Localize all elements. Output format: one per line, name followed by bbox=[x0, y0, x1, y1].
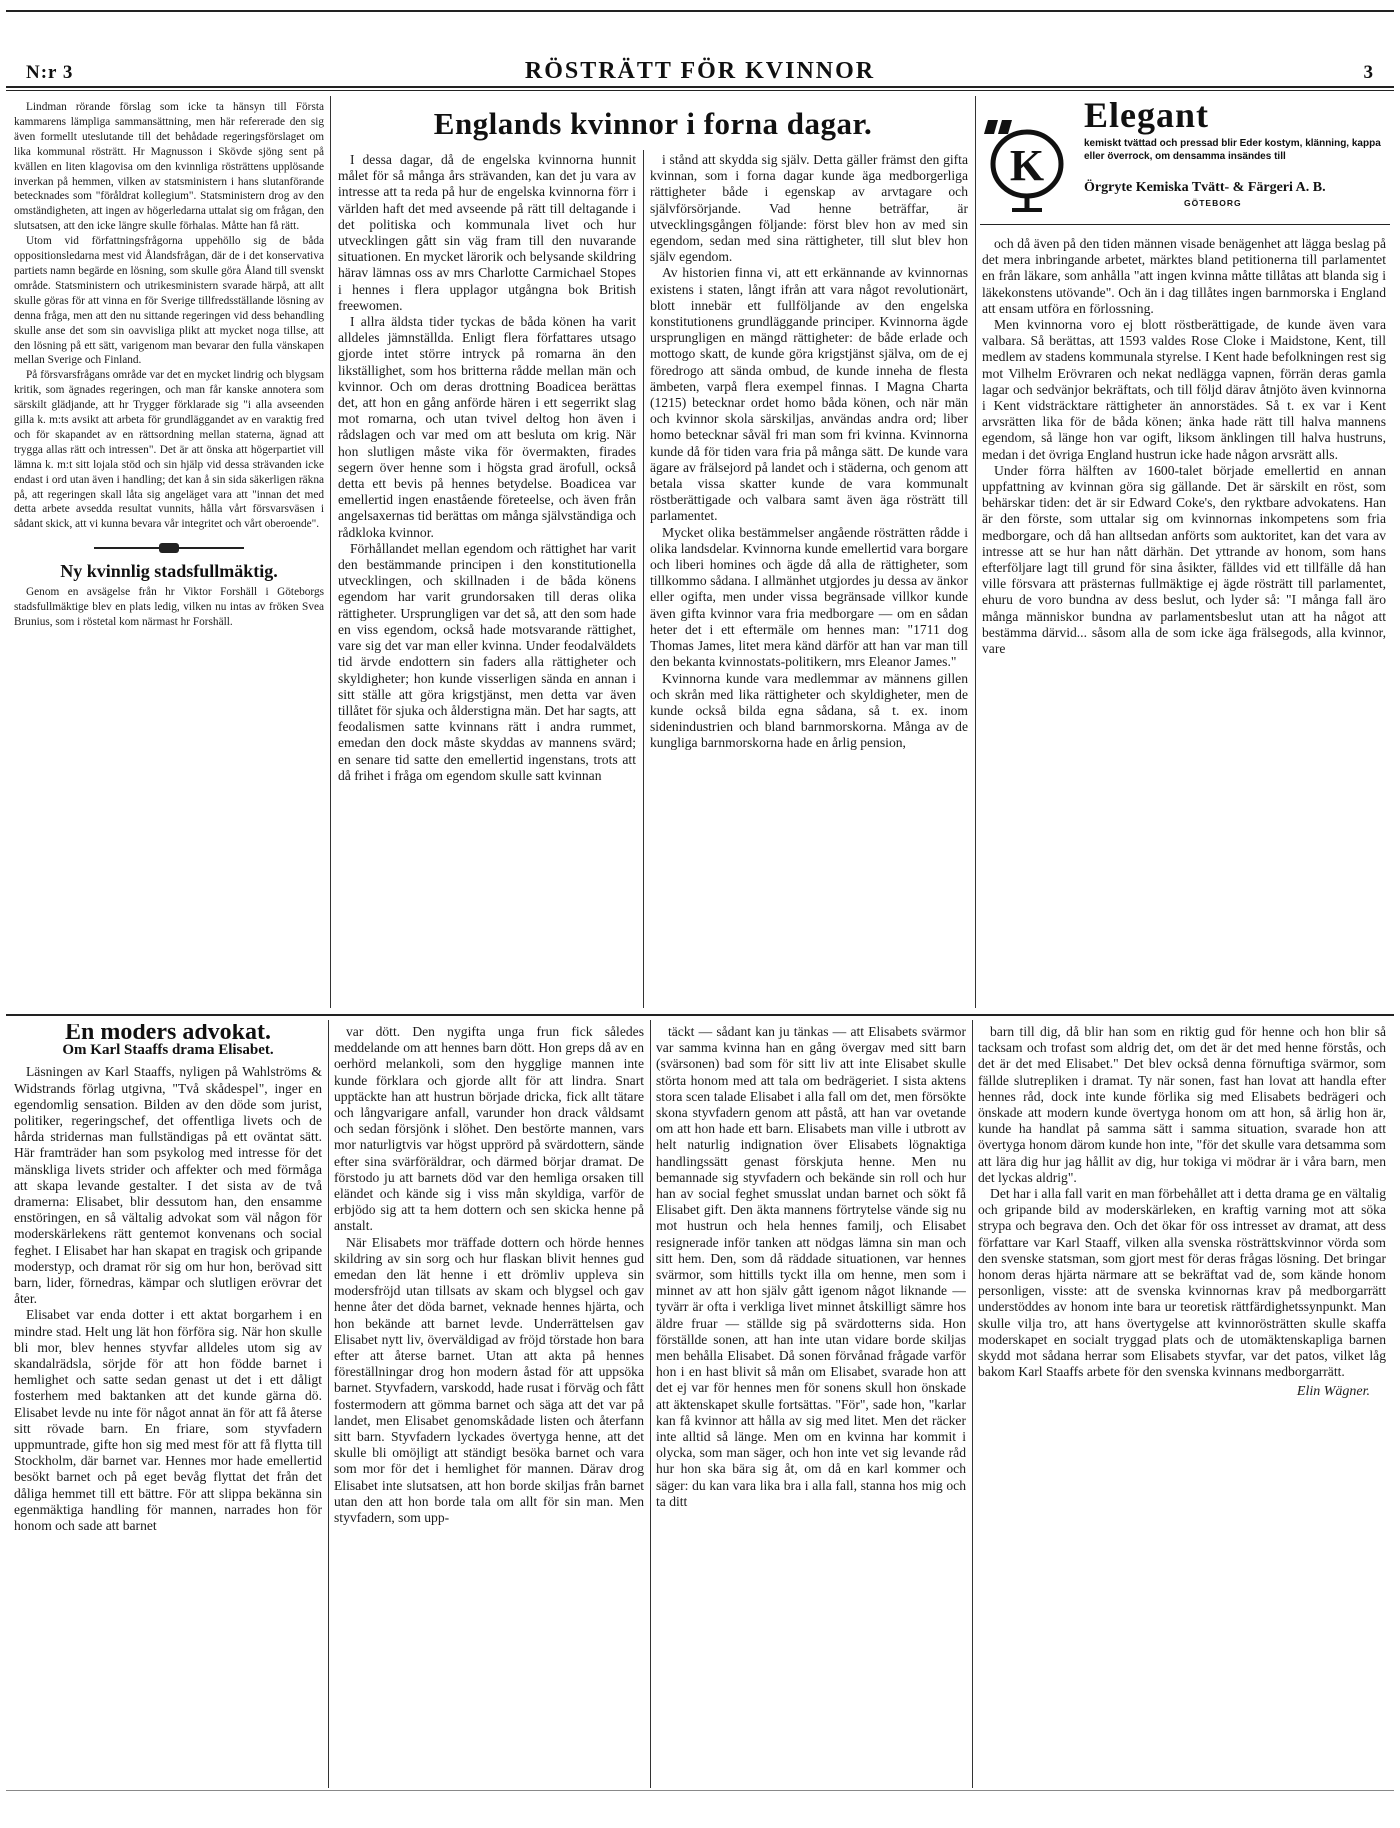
newspaper-title: RÖSTRÄTT FÖR KVINNOR bbox=[524, 58, 876, 84]
column-rule bbox=[330, 96, 331, 1008]
column-rule bbox=[328, 1020, 329, 1788]
paragraph: Läsningen av Karl Staaffs, nyligen på Wahlströms & Widstrands förlag utgivna, "Två skådespel", inger en egendomlig sensation. Bilden av den döde som jurist, politiker, regeringschef, det offentliga livets och de hårda stridernas man fullständigas på ett oväntat sätt. Här framträder han som psykolog med intresse för det mänskliga livets strider och affekter och med förmåga att skapa levande gestalter. I det sista av de två dramerna: Elisabet, blir dessutom han, den ensamme enstöringen, en så vältalig advokat som väl någon för moderskärlekens rätt gentemot konvenans och social feghet. I Elisabet har han skapat en tragisk och gripande moderstyp, och dramat rör sig om hur hon, berövad sitt barn, lider, förnedras, kämpar och slutligen erövrar det åter. bbox=[14, 1064, 322, 1307]
column-rule bbox=[972, 1020, 973, 1788]
paragraph: Av historien finna vi, att ett erkännande av kvinnornas existens i staten, långt ifrån att vara något revolutionärt, blott innebär ett fullföljande av den engelska konstitutionens grundläggande principer. Kvinnorna ägde ursprungligen en mängd rättigheter: de både erlade och mottogo skatt, de kunde göra krigstjänst själva, om de ej föredrogo att sända ombud, de kunde inneha de flesta ämbeten, varpå flera exempel finnas. I Magna Charta (1215) betecknar ordet homo båda könen, och när män och kvinnor skola särskiljas, användas andra ord; liber homo betecknar såväl fri man som fri kvinna. Kvinnorna kunde då för tiden vara fria på många sätt. De kunde vara ägare av frälsejord på landet och i städerna, och genom att betala vissa skatter kunde de vara kommunalt röstberättigade och valbara samt även äga rösträtt till parlamentet. bbox=[650, 265, 968, 524]
paragraph: När Elisabets mor träffade dottern och hörde hennes skildring av sin sorg och hur flaskan blivit hennes gud emedan den lät henne i ett drömliv uppleva sin modersfröjd utan tillsats av skam och blygsel och gav henne åter det döda barnet, veknade hennes hjärta, och hon bekände att barnet levde. Underrättelsen gav Elisabet nytt liv, överväldigad av fröjd törstade hon bara efter att återse barnet. Utan att akta på hennes föreställningar drog hon modern åstad för att uppsöka barnet. Styvfadern, varskodd, hade rusat i förväg och fått fostermodern att gömma barnet och säga att det var på landet, men Elisabet genomskådade listen och återfann sitt barn. Styvfadern lyckades övertyga henne, att det skulle bli omöjligt att ständigt besöka barnet och vara som mor för det i hemlighet för mannen. Därav drog Elisabet inte slutsatsen, att hon borde skiljas från barnet utan den att hon borde tala om allt för sin man. Men styvfadern, som upp- bbox=[334, 1234, 644, 1526]
paragraph: Elisabet var enda dotter i ett aktat borgarhem i en mindre stad. Helt ung lät hon förföra sig. När hon skulle bli mor, blev hennes styvfar alldeles utom sig av skandalrädsla, sörjde för att hon födde barnet i hemlighet och satte sedan genast ut det i ett dåligt fosterhem med baktanken att det kunde gärna dö. Elisabet levde nu inte för något annat än för att få återse sitt rövade barn. En friare, som styvfadern uppmuntrade, gifte hon sig med mest för att få flytta till Stockholm, där barnet var. Hennes mor hade emellertid besökt barnet och på eget bevåg flyttat det från det dåliga hemmet till ett bättre. För att slippa bekänna sin egenmäktiga handling för mannen, narrades hon för honom och sade att barnet bbox=[14, 1307, 322, 1534]
lower-article-subheadline: Om Karl Staaffs drama Elisabet. bbox=[62, 1042, 274, 1059]
left-column bbox=[14, 100, 324, 1000]
column-rule bbox=[643, 150, 644, 1008]
paragraph: och då även på den tiden männen visade benägenhet att lägga beslag på det mera inbringande arbetet, märktes bland petitionerna till parlamentet en från läkare, som anhålla "att ingen kvinna måtte tillåtas att blanda sig i läkekonstens utövande". Och än i dag tillåtes ingen barnmorska i England att ensam utföra en förlossning. bbox=[982, 236, 1386, 316]
paragraph: Men kvinnorna voro ej blott röstberättigade, de kunde även vara valbara. Så berättas, att 1593 valdes Rose Cloke i Maidstone, Kent, till medlem av stadens kommunala styrelse. I Kent hade befolkningen rest sig mot Vilhelm Erövraren och nekat nedlägga vapnen, förrän deras gamla lagar och sedvänjor bekräftats, och till följd därav åtnjöto även kvinnorna i Kent vidsträcktare rättigheter än annorstädes. Så t. ex var i Kent arvsrätten lika för de båda könen; änka hade rätt till halva mannens egendom, så länge hon var ogift, liksom änklingen till halva hustruns, medan i det övriga England hustrun icke hade någon arvsrätt alls. bbox=[982, 317, 1386, 462]
ad-city: GÖTEBORG bbox=[1184, 198, 1242, 208]
page-number: 3 bbox=[1363, 62, 1374, 83]
ad-company-name: Örgryte Kemiska Tvätt- & Färgeri A. B. bbox=[1084, 180, 1326, 195]
section-divider bbox=[6, 1014, 1394, 1016]
lower-article-column-2 bbox=[334, 1024, 644, 1788]
logo-letter: K bbox=[1009, 141, 1045, 190]
author-signature: Elin Wägner. bbox=[1296, 1384, 1370, 1400]
paragraph: täckt — sådant kan ju tänkas — att Elisabets svärmor var samma kvinna han en gång övergav med sitt barn (svärsonen) bad som för sitt liv att inte Elisabet skulle störta honom med att tala om bedrägeriet. I sista aktens stora scen talade Elisabet i alla fall om det, men försökte skona styvfadern genom att påstå, att han var ovetande om att hon hade ett barn. Elisabets man ville i utbrott av helt naturlig indignation över Elisabets lögnaktiga handlingssätt genast förskjuta henne. Men nu bemannade sig styvfadern och bekände sin roll och hur han av social feghet smusslat undan barnet och sökt få Elisabet gift. Den äkta mannens förtrytelse vände sig nu mot hustrun och hela hennes familj, och Elisabet resignerade inför tanken att nödgas lämna sin man och sitt hem. Den, som då räddade situationen, var hennes svärmor, som hittills tyckt illa om henne, men som i minnet av att hon själv gått igenom något liknande — tyvärr är ofta i verkliga livet minnet åtskilligt sämre hos äldre fruar — ställde sig på svärdotterns sida. Hon förställde sonen, att han inte utan vidare borde skiljas men behålla Elisabet. Då sonen förvånad frågade varför hon i en hast blivit så mån om Elisabet, svarade hon att det ej var för hennes men för sonens skull hon önskade att äktenskapet skulle fortsättas. "För", sade hon, "karlar kan få kvinnor att hålla av sig med litet. Men det räcker inte alltid så länge. Men om en kvinna har kommit i olycka, som man säger, och hon inte vet sig levande råd hur hon ska bära sig åt, om då en karl kommer och säger: du kan vara lika bra i alla fall, stanna hos mig och ta ditt bbox=[656, 1024, 966, 1509]
masthead-rule bbox=[6, 86, 1394, 88]
lower-article-column-1 bbox=[14, 1024, 322, 1788]
ad-brand-name: Elegant bbox=[1084, 95, 1210, 135]
lower-article-column-3 bbox=[656, 1024, 966, 1788]
main-article-column-1 bbox=[338, 152, 636, 1008]
paragraph: Lindman rörande förslag som icke ta hänsyn till Första kammarens lämpliga sammansättning, men här refererade den sig även formellt uteslutande till det behådade regeringsförslaget om lika kommunal rösträtt. Hr Magnusson i Skövde sjöng sent på kvällen en liten klagovisa om den kvinnliga rösträttens upplösande inverkan på hemmen, vilken av statsministern i hans slutanförande betecknades som "föråldrat kollegium". Statsministern drog av den omständigheten, att ingen av högerledarna uttalat sig om frågan, den slutsatsen, att den icke längre skulle förhalas. Måtte han få rätt. bbox=[14, 101, 324, 233]
lower-article-headline: En moders advokat. bbox=[64, 1024, 272, 1045]
ornament-divider bbox=[94, 542, 244, 554]
paragraph: Kvinnorna kunde vara medlemmar av männens gillen och skrån med lika rättigheter och skyldigheter, men de kunde också bilda egna sådana, så t. ex. inom sidenindustrien och bland barnmorskorna. Många av de kungliga barnmorskorna hade en årlig pension, bbox=[650, 670, 968, 751]
paragraph: På försvarsfrågans område var det en mycket lindrig och blygsam kritik, som ägnades regeringen, och man får kanske annotera som särskilt glädjande, att hr Trygger förklarade sig "i alla avseenden gilla k. m:ts avsikt att arbeta för grundläggandet av en varaktig fred och för skapandet av en rättsordning mellan staterna, ägnad att trygga allas rätt och intressen". Det är att önska att högerpartiet vill lämna k. m:t sitt lojala stöd och sin hjälp vid dessa strävanden icke endast i ord utan även i handling; det kan å sin sida säkerligen räkna på, att regeringen skall låta sig angeläget vara att "innan det med detta arbete avsedda resultat vunnits, hålla vårt försvarsväsen i sådant skick, att vi kunna bevara vår integritet och vårt oberoende". bbox=[14, 369, 324, 531]
notice-text: Genom en avsägelse från hr Viktor Forshäll i Göteborgs stadsfullmäktige blev en plats ledig, vilken nu intas av fröken Svea Brunius, som i röstetal kom närmast hr Forshäll. bbox=[14, 586, 324, 628]
masthead-rule-thin bbox=[6, 90, 1394, 91]
dry-cleaner-logo-icon bbox=[984, 114, 1070, 214]
paragraph: Under förra hälften av 1600-talet började emellertid en annan uppfattning av kvinnan göra sig gällande. Det är särskilt en röst, som behärskar tiden: det är sir Edward Coke's, den ryktbare advokatens. Han är den förste, som uttalar sig om kvinnornas inkompetens som fria medborgare, och då han alltsedan anförts som auktoritet, kan det vara av intresse att se hur han nått därhän. Det yttrande av honom, som hans efterföljare lagt till grund för sina åsikter, fälldes vid ett tillfälle då han ville försvara att prästernas fullmäktige ej ägde rösträtt till parlamentet, ehuru de voro bundna av dess beslut, och lyder så: "I många fall äro många människor bundna av parlamentsbeslut utan att ha något att bestämma därvid... såsom alla de som icke äga frälsegods, alla kvinnor, vare bbox=[982, 462, 1386, 657]
notice-headline: Ny kvinnlig stadsfullmäktig. bbox=[60, 561, 278, 582]
paragraph: Utom vid författningsfrågorna uppehöllo sig de båda oppositionsledarna mest vid Ålandsfrågan, där de i det konservativa partiets namn begärde en lösning, som skulle göra Åland till svenskt område. Statsministern och utrikesministern svarade härpå, att allt skulle göras för att vinna en för Sverige tillfredsställande lösning av denna fråga, men att den nu sittande regeringen vid dess behandling skulle anse det som sin oavvisliga plikt att mycket noga tillse, att den lösning på ett sätt, varigenom man bevarar den fulla vänskapen mellan Sverige och Finland. bbox=[14, 235, 324, 367]
lower-article-column-4 bbox=[978, 1024, 1386, 1788]
paragraph: barn till dig, då blir han som en riktig gud för henne och hon blir så tacksam och trofast som aldrig det, om det är det med henne förstås, och det är det med Elisabet." Det blev också denna förnuftiga svärmor, som fällde slutrepliken i dramat. Ty när sonen, fast han lovat att handla efter hennes råd, dock inte kunde förlika sig med Elisabets bedrägeri och önskade att modern kunde övertyga honom om att hon, så ärlig hon är, kunde ha handlat på samma sätt i samma situation, svarade hon att övertyga honom därom kunde hon inte, "för det skulle vara detsamma som att lära dig hur jag hållit av dig, hur tokiga vi mödrar är i våra barn, men det lyckas aldrig". bbox=[978, 1024, 1386, 1185]
paragraph: Det har i alla fall varit en man förbehållet att i detta drama ge en vältalig och gripande bild av moderskärleken, en kraftig varning mot att söka strypa och begrava den. Och det ökar för oss intresset av dramat, att dess författare var Karl Staaff, vilken alla svenska rösträttskvinnor vörda som den svenske statsman, som gjort mest för deras frågas lösning. Det bringar honom deras hjärta närmare att se bekräftat vad de, som kände honom personligen, visste: att de svenska kvinnornas krav på medborgarrätt understöddes av honom inte bara ur teoretisk rättfärdighetssynpunkt. Man skulle vilja tro, att hans övertygelse att kvinnorösträtten skulle skaffa moderskapet en socialt tryggad plats och de utomäktenskapliga barnen skydd mot sådana herrar som Elisabets styvfar, var det patos, vilket låg bakom Karl Staaffs arbete för den svenska kvinnans medborgarrätt. bbox=[978, 1186, 1386, 1380]
column-rule bbox=[650, 1020, 651, 1788]
column-rule bbox=[975, 96, 976, 1008]
advertisement bbox=[984, 96, 1384, 216]
paragraph: var dött. Den nygifta unga frun fick således meddelande om att hennes barn dött. Hon greps då av en oerhörd melankoli, som den hygglige mannen inte kunde förklara och gjorde allt för att lindra. Snart upptäckte han att hustrun började dricka, fick allt tätare och långvarigare anfall, varunder hon drack våldsamt och sedan försjönk i slöhet. Den bestörte mannen, vars mor naturligtvis var högst upprörd på svärdottern, sände efter sina svärföräldrar, och därmed börjar dramat. De förstodo ju att barnets död var den hemliga orsaken till eländet och kände sig i viss mån skyldiga, varför de erbjödo sig att ta hem dottern och sen skicka henne på anstalt. bbox=[334, 1024, 644, 1234]
top-border bbox=[6, 10, 1394, 12]
main-article-column-3 bbox=[982, 236, 1386, 1008]
paragraph: Mycket olika bestämmelser angående rösträtten rådde i olika landsdelar. Kvinnorna kunde emellertid vara borgare och liberi homines och ägde då alla de rättigheter, som tillkommo sådana. I allmänhet utgjordes ju dessa av änkor eller ogifta, men under vissa begränsade villkor kunde även gifta kvinnor vara fria medborgare — om en sådan heter det i ett eftermäle om hennes man: "1711 dog Thomas James, litet mera känd därför att han var man till den bekanta kvinnostats-politikern, mrs Eleanor James." bbox=[650, 524, 968, 670]
bottom-border bbox=[6, 1790, 1394, 1791]
paragraph: i stånd att skydda sig själv. Detta gäller främst den gifta kvinnan, som i forna dagar kunde äga medborgerliga rättigheter både i egenskap av arvtagare och självförsörjande. Vad henne beträffar, är utvecklingsgången följande: först blev hon av med sin egendom, sedan med sina rättigheter, till slut blev hon själv egendom. bbox=[650, 152, 968, 265]
ad-text: kemiskt tvättad och pressad blir Eder kostym, klänning, kappa eller överrock, om densamma insändes till bbox=[1084, 138, 1381, 162]
main-article-column-2 bbox=[650, 152, 968, 1008]
main-article-headline: Englands kvinnor i forna dagar. bbox=[433, 106, 873, 141]
paragraph: I dessa dagar, då de engelska kvinnorna hunnit målet för så många års strävanden, kan det ju vara av intresse att ta reda på hur de engelska kvinnorna förr i världen haft det med avseende på rätt till deltagande i det politiska och kommunala livet och hur utvecklingen gått sin väg fram till den nuvarande situationen. En mycket lärorik och belysande skildring härav lämnas oss av mrs Charlotte Carmichael Stopes i hennes i flera upplagor utgångna bok British freewomen. bbox=[338, 152, 636, 313]
paragraph: I allra äldsta tider tyckas de båda könen ha varit alldeles jämnställda. Enligt flera författares utsago gjorde intet större intryck på romarna än den likställighet, som hos britterna rådde mellan män och kvinnor. Och om deras drottning Boadicea berättas det, att hon en gång anförde hären i ett segerrikt slag mot romarna, och utan tvivel deltog hon även i rådslagen och var med om att besluta om krig. När hon slutligen måste vika för övermakten, firades segern över henne som i högsta grad ärofull, också detta ett bevis på hennes betydelse. Boadicea var emellertid ingen enastående företeelse, och även från angelsaxernas tid berättas om många självständiga och rådkloka kvinnor. bbox=[338, 314, 636, 540]
paragraph: Förhållandet mellan egendom och rättighet har varit den bestämmande principen i den konstitutionella utvecklingen, och skillnaden i de båda könens egendom har varit grundorsaken till deras olika rättigheter. Ursprungligen var det så, att den som hade en viss egendom, också hade motsvarande rättighet, vare sig det var man eller kvinna. Under feodalväldets tid ärvde endottern sin faders alla rättigheter och skyldigheter; hon kunde visserligen sända en annan i sitt ställe att göra krigstjänst, men detta var även tillåtet för sjuka och ålderstigna män. Det har sagts, att feodalismen satte kvinnans rätt i andra rummet, emedan den dock måste skyddas av mannens svärd; en senare tid satte den emellertid ingenstans, trots att då frihet i fråga om egendom skulle satt kvinnan bbox=[338, 540, 636, 783]
issue-label: N:r 3 bbox=[26, 62, 74, 83]
ad-rule bbox=[980, 224, 1390, 225]
